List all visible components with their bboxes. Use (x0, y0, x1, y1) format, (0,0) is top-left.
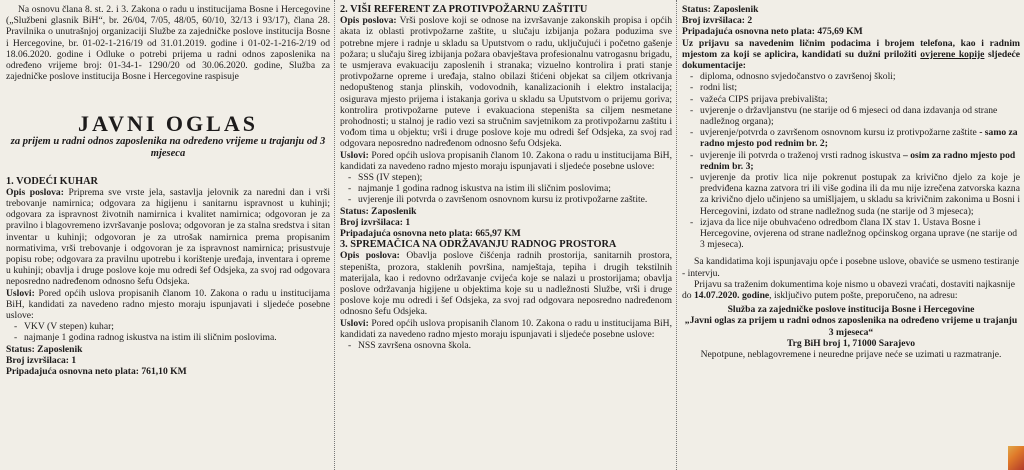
column-3 (682, 4, 1020, 360)
neto-plata: Pripadajuća osnovna neto plata: 665,97 KM (340, 228, 521, 240)
opis-text: Obavlja poslove čišćenja radnih prostorija, sanitarnih prostora, stepeništa, prozora, staklenih površina, namještaja, tepiha i drugih tekstilnih materijala, kao i redovno održavanje cvijeća koje se nalazi u prostorijama; obavlja poslove održavanja higijene u objektima koje su u nadležnosti Službe, vrši i druge poslove koje mu odredi i šef Odsjeka, za svoj rad odgovara neposredno nadređenom odnosno šefu Odsjeka. (340, 250, 672, 318)
document-item: - uvjerenje da protiv lica nije pokrenut postupak za krivično djelo za koje je predviđena kazna zatvora tri ili više godina ili da mu nije izrečena zatvorska kazna za krivično djelo učinjeno sa umišljajem, u skladu sa krivičnim zakonima u Bosni i Hercegovini, izdato od strane nadležnog suda (ne starije od 3 mjeseca); (700, 172, 1020, 217)
testing-note: Sa kandidatima koji ispunjavaju opće i posebne uslove, obaviće se usmeno testiranje - intervju. (682, 256, 1020, 279)
position-2-title: 2. VIŠI REFERENT ZA PROTIVPOŽARNU ZAŠTITU (340, 4, 588, 15)
position-2-requirements (340, 172, 672, 206)
document-item (700, 150, 1020, 172)
position-2-conditions (340, 150, 672, 172)
broj-izvrsilaca: Broj izvršilaca: 1 (6, 354, 77, 366)
document-item: - rodni list; (700, 82, 1020, 93)
position-3-description (340, 250, 672, 317)
document-item: - važeća CIPS prijava prebivališta; (700, 94, 1020, 105)
list-item: - uvjerenje ili potvrda o završenom osnovnom kursu iz protivpožarne zaštite. (358, 194, 672, 205)
ad-subtitle: za prijem u radni odnos zaposlenika na određeno vrijeme u trajanju od 3 mjeseca (10, 135, 326, 159)
uslovi-label: Uslovi: (340, 149, 369, 161)
documents-intro (682, 38, 1020, 72)
documents-intro-underlined: ovjerene kopije (920, 48, 985, 60)
status-line: Status: Zaposlenik (6, 343, 83, 355)
uslovi-label: Uslovi: (6, 287, 35, 299)
list-item: - VKV (V stepen) kuhar; (24, 321, 330, 332)
list-item: - najmanje 1 godina radnog iskustva na istim ili sličnim poslovima. (24, 332, 330, 343)
column-divider (676, 0, 677, 470)
deadline-date: 14.07.2020. godine (694, 290, 770, 302)
opis-label: Opis poslova: (340, 15, 397, 27)
position-1-title: 1. VODEĆI KUHAR (6, 175, 98, 187)
uslovi-text: Pored općih uslova propisanih članom 10. Zakona o radu u institucijama BiH, kandidati za navedeno radno mjesto moraju ispunjavati i sljedeće posebne uslove: (6, 287, 330, 322)
documents-intro-tail: sljedeće dokumentacije: (682, 48, 1020, 72)
list-item: - NSS završena osnovna škola. (358, 340, 672, 351)
position-2-description (340, 15, 672, 149)
address-line-1: Služba za zajedničke poslove institucija Bosne i Hercegovine (727, 304, 975, 316)
status-line: Status: Zaposlenik (340, 205, 417, 217)
broj-izvrsilaca: Broj izvršilaca: 2 (682, 15, 753, 27)
position-1-description (6, 187, 330, 288)
page-corner-stripe (1008, 446, 1024, 470)
legal-intro: Na osnovu člana 8. st. 2. i 3. Zakona o radu u institucijama Bosne i Hercegovine („Službeni glasnik BiH“, br. 26/04, 7/05, 48/05, 60/10, 32/13 i 93/17), člana 28. Pravilnika o unutrašnjoj organizaciji Službe za zajedničke poslove institucija Bosne i Hercegovine, br. 01-02-1-216/19 od 31.01.2019. godine i 01-02-1-216-2/19 od 18.06.2020. godine i Odluke o potrebi prijema u radni odnos zaposlenika na određeno vrijeme broj: 01-34-1- 1290/20 od 30.06.2020. godine, Služba za zajedničke poslove institucija Bosne i Hercegovine raspisuje (6, 4, 330, 83)
deadline-note (682, 279, 1020, 301)
position-1-requirements (6, 321, 330, 343)
closing-note: Nepotpune, neblagovremene i neuredne prijave neće se uzimati u razmatranje. (700, 349, 1002, 361)
deadline-text: Prijavu sa traženim dokumentima koje nismo u obavezi vraćati, dostaviti najkasnije do (682, 278, 1016, 302)
uslovi-label: Uslovi: (340, 317, 369, 329)
column-divider (334, 0, 335, 470)
ad-title: JAVNI OGLAS (78, 111, 258, 137)
uslovi-text: Pored općih uslova propisanih članom 10. Zakona o radu u institucijama BiH, kandidati za navedeno radno mjesto moraju ispunjavati i sljedeće posebne uslove: (340, 317, 672, 340)
document-note: – osim za radno mjesto pod rednim br. 3; (700, 149, 1016, 172)
opis-text: Priprema sve vrste jela, sastavlja jelovnik za naredni dan i vrši trebovanje namirnica; odgovara za higijenu i sanitarnu ispravnost u kuhinji; odgovara za ispravnost životnih namirnica i kvalitet namirnica; odgovoran je za pravilno i blagovremeno izvršavanje poslova; odgovoran je za stalna sredstva i sitan inventar u kuhinji; odgovoran je za utrošak namirnica prema propisanim normativima, vrši trebovanje i odgovoran je za ispravnost namirnica; prisustvuje popisu robe; odgovara za pravilnu upotrebu i korištenje uređaja, inventara i opreme u kuhinji; obavlja i druge poslove koje mu odredi šef Odsjeka, za svoj rad odgovara neposredno nadređenom odnosno šefu Odsjeka. (6, 186, 330, 288)
document-item (700, 127, 1020, 149)
opis-text: Vrši poslove koji se odnose na izvršavanje zakonskih propisa i općih akata iz oblasti protivpožarne zaštite, u slučaju izbijanja požara poduzima sve potrebne mjere i radnje u skladu sa Uputstvom o radu, uključujući i početno gašenje požara; u slučaju šireg izbijanja požara obavještava profesionalnu vatrogasnu brigadu, te usmjerava evakuaciju zaposlenih i stranaka; vizuelno kontrolira i prati stanje protivpožarne opreme i uređaja, stalno obilazi štićeni objekat sa ciljem otkrivanja nedopuštenog stanja plinskih, vodovodnih, kanalizacionih i elektro instalacija; osigurava mjesto prijema i istakanja goriva u skladu sa Uputstvom o prijemu goriva; kontrolira protivpožarne puteve i evakuaciona stepeništa sa ciljem nesmetane prohodnosti; u stalnoj je radio vezi sa stručnim savjetnikom za protivpožarnu zaštitu i vođom tima u objektu; vrši i druge poslove koje mu odredi šef Odsjeka, za svoj rad odgovara neposredno nadređenom odnosno šefu Odsjeka. (340, 15, 672, 150)
document-item: - diploma, odnosno svjedočanstvo o završenoj školi; (700, 71, 1020, 82)
document-item: - izjava da lice nije obuhvaćeno odredbom člana IX stav 1. Ustava Bosne i Hercegovine, ovjerena od strane nadležnog općinskog organa uprave (ne starije od 3 mjeseca). (700, 217, 1020, 251)
status-line: Status: Zaposlenik (682, 4, 759, 15)
list-item: - najmanje 1 godina radnog iskustva na istim ili sličnim poslovima; (358, 183, 672, 194)
document-note: - samo za radno mjesto pod rednim br. 2; (700, 127, 1018, 150)
broj-izvrsilaca: Broj izvršilaca: 1 (340, 216, 411, 228)
position-3-requirements (340, 340, 672, 351)
position-3-title: 3. SPREMAČICA NA ODRŽAVANJU RADNOG PROSTORA (340, 239, 617, 251)
uslovi-text: Pored općih uslova propisanih članom 10. Zakona o radu u institucijama BiH, kandidati za navedeno radno mjesto moraju ispunjavati i sljedeće posebne uslove: (340, 149, 672, 172)
list-item: - SSS (IV stepen); (358, 172, 672, 183)
column-2 (340, 4, 672, 351)
document-text: uvjerenje/potvrda o završenom osnovnom kursu iz protivpožarne zaštite (700, 127, 977, 139)
column-1 (6, 4, 330, 377)
documents-intro-text: Uz prijavu sa navedenim ličnim podacima i brojem telefona, kao i radnim mjestom za koji se aplicira, kandidati su dužni priložiti (682, 37, 1020, 60)
address-line-3: Trg BiH broj 1, 71000 Sarajevo (786, 337, 916, 349)
neto-plata: Pripadajuća osnovna neto plata: 761,10 KM (6, 366, 187, 378)
document-item: - uvjerenje o državljanstvu (ne starije od 6 mjeseci od dana izdavanja od strane nadležnog organa); (700, 105, 1020, 127)
position-3-conditions (340, 318, 672, 340)
address-line-2: „Javni oglas za prijem u radni odnos zaposlenika na određeno vrijeme u trajanju 3 mjeseca“ (684, 315, 1018, 338)
neto-plata: Pripadajuća osnovna neto plata: 475,69 KM (682, 26, 863, 38)
document-text: uvjerenje ili potvrda o traženoj vrsti radnog iskustva (700, 149, 901, 161)
documents-list (682, 71, 1020, 250)
position-1-conditions (6, 288, 330, 322)
opis-label: Opis poslova: (6, 186, 64, 198)
opis-label: Opis poslova: (340, 250, 400, 262)
deadline-tail: , isključivo putem pošte, preporučeno, na adresu: (769, 290, 958, 302)
